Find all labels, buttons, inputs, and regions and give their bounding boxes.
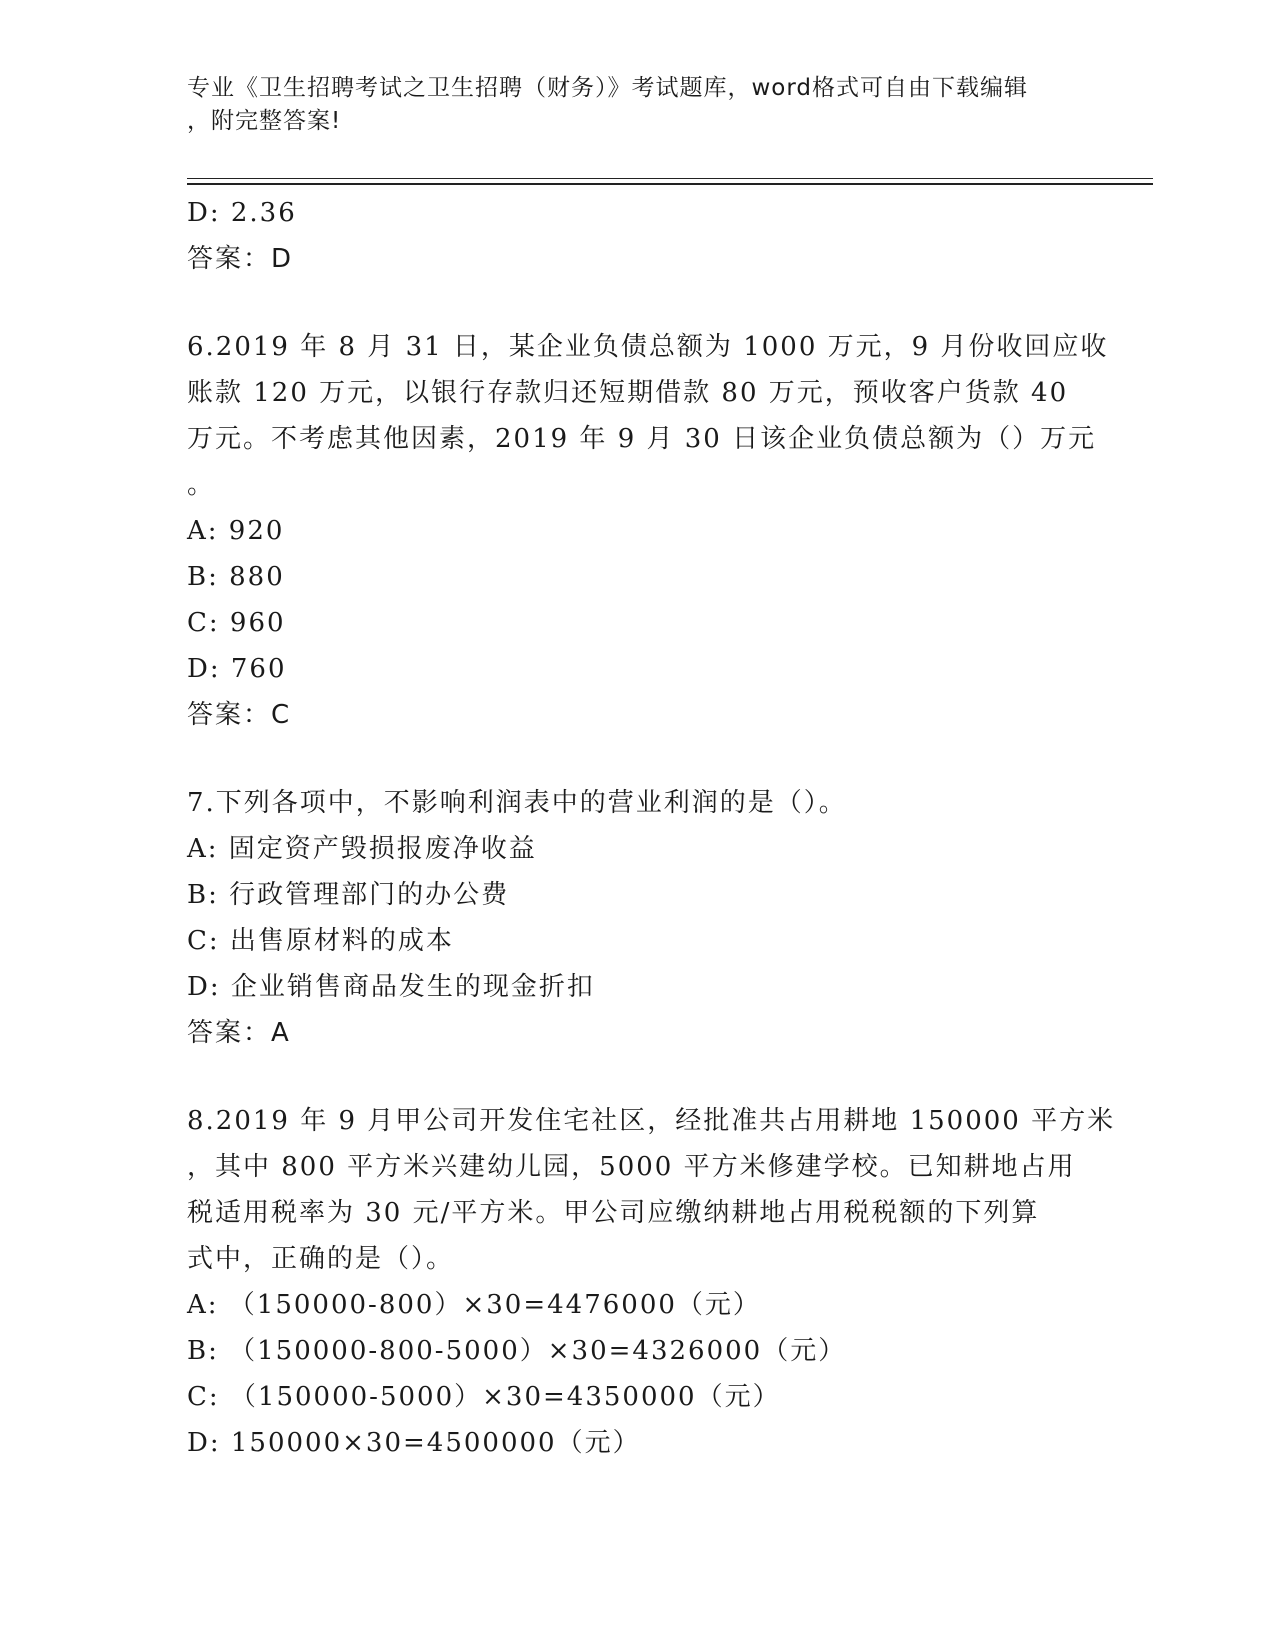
option-a: A: 920 bbox=[187, 516, 285, 546]
document-header bbox=[187, 72, 1067, 138]
spacer bbox=[187, 738, 1087, 780]
question-7-stem bbox=[187, 780, 1087, 826]
option-c: C: 960 bbox=[187, 608, 286, 638]
option-c: C: 出售原材料的成本 bbox=[187, 926, 454, 956]
stem-line: 。 bbox=[187, 470, 216, 500]
header-line-1: 专业《卫生招聘考试之卫生招聘（财务）》考试题库，word格式可自由下载编辑 bbox=[187, 75, 1029, 101]
spacer bbox=[187, 282, 1087, 324]
option-b: B: 880 bbox=[187, 562, 285, 592]
stem-line: 8.2019 年 9 月甲公司开发住宅社区，经批准共占用耕地 150000 平方米 bbox=[187, 1106, 1116, 1136]
option-a: A: （150000-800）×30=4476000（元） bbox=[187, 1290, 761, 1320]
answer-line: 答案：D bbox=[187, 244, 294, 274]
stem-line: 6.2019 年 8 月 31 日，某企业负债总额为 1000 万元，9 月份收回应收 bbox=[187, 332, 1109, 362]
question-6-stem bbox=[187, 324, 1109, 508]
answer-line: 答案：C bbox=[187, 700, 292, 730]
question-content bbox=[187, 190, 1116, 1466]
option-b: B: （150000-800-5000）×30=4326000（元） bbox=[187, 1336, 847, 1366]
stem-line: 式中，正确的是（）。 bbox=[187, 1244, 455, 1274]
option-a: A: 固定资产毁损报废净收益 bbox=[187, 834, 537, 864]
answer-line: 答案：A bbox=[187, 1018, 291, 1048]
stem-line: 万元。不考虑其他因素，2019 年 9 月 30 日该企业负债总额为（）万元 bbox=[187, 424, 1097, 454]
option-c: C: （150000-5000）×30=4350000（元） bbox=[187, 1382, 781, 1412]
question-8-stem bbox=[187, 1098, 1116, 1282]
header-divider-thin bbox=[187, 178, 1153, 179]
stem-line: 账款 120 万元，以银行存款归还短期借款 80 万元，预收客户货款 40 bbox=[187, 378, 1069, 408]
option-d: D: 150000×30=4500000（元） bbox=[187, 1428, 641, 1458]
header-line-2: ，附完整答案! bbox=[187, 108, 342, 134]
option-d: D: 760 bbox=[187, 654, 287, 684]
stem-line: ，其中 800 平方米兴建幼儿园，5000 平方米修建学校。已知耕地占用 bbox=[187, 1152, 1076, 1182]
option-b: B: 行政管理部门的办公费 bbox=[187, 880, 510, 910]
spacer bbox=[187, 1056, 1087, 1098]
stem-line: 税适用税率为 30 元/平方米。甲公司应缴纳耕地占用税税额的下列算 bbox=[187, 1198, 1040, 1228]
stem-line: 7.下列各项中，不影响利润表中的营业利润的是（）。 bbox=[187, 788, 847, 818]
option-d: D: 企业销售商品发生的现金折扣 bbox=[187, 972, 595, 1002]
header-divider-thick bbox=[187, 183, 1153, 185]
option-d: D: 2.36 bbox=[187, 198, 297, 228]
